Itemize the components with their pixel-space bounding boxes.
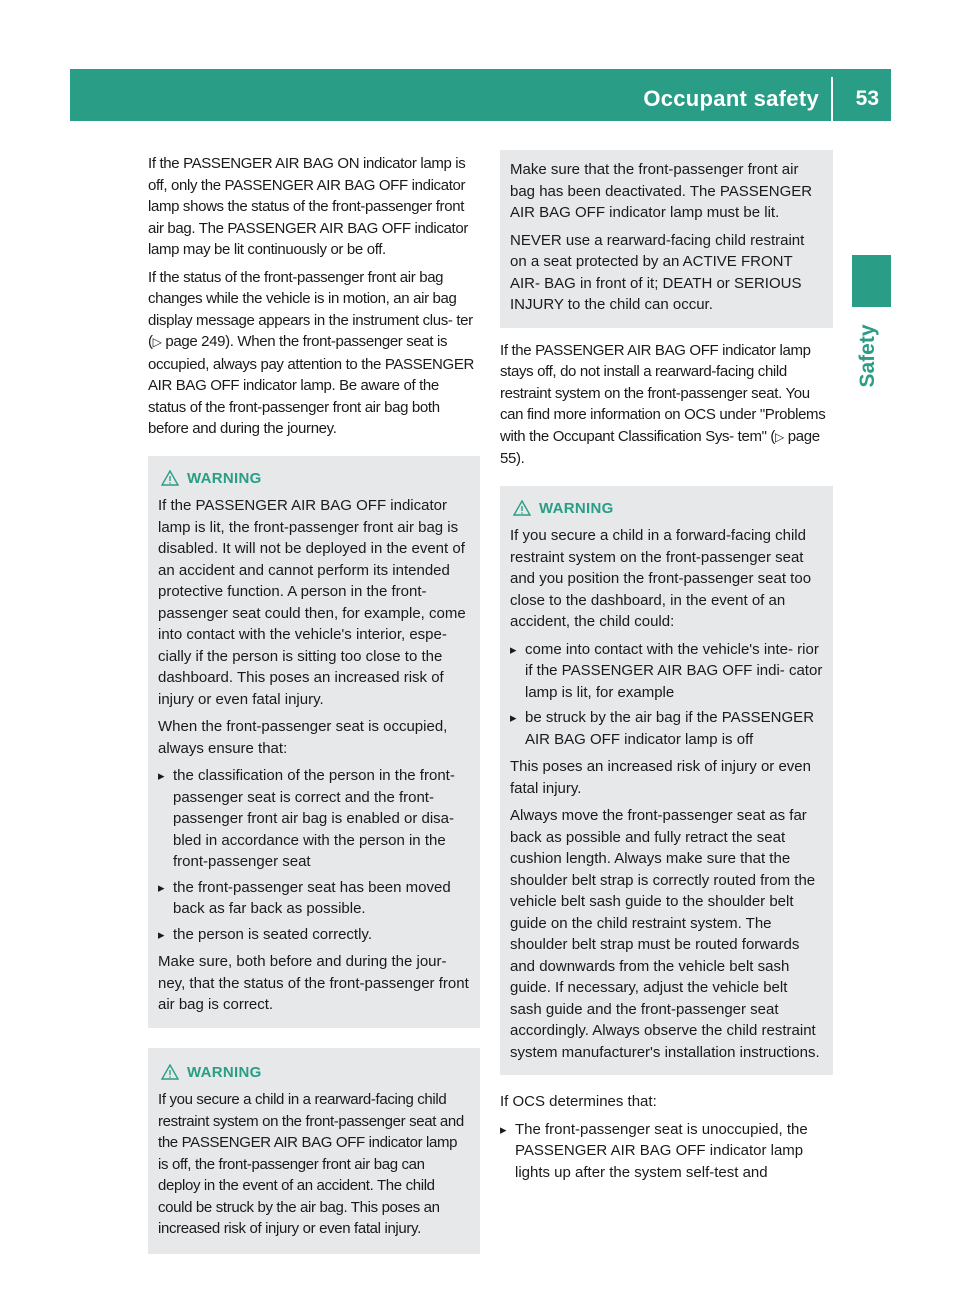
side-tab-marker — [852, 255, 891, 307]
page-number: 53 — [855, 87, 879, 110]
warning-text: If the PASSENGER AIR BAG OFF indicator lamp is lit, the front-passenger front air bag is disabled. It will not be deployed in the event of an accident and cannot perform its intended protective function. A person in the front- passenger seat could then, for example, come into contact with the vehicle's interior, espe- cially if the person is sitting too close to the dashboard. This poses an increased risk of injury or even fatal injury. — [158, 497, 466, 708]
note-text: NEVER use a rearward-facing child restraint on a seat protected by an ACTIVE FRONT AIR- BAG in front of it; DEATH or SERIOUS INJURY to the child can occur. — [510, 231, 805, 313]
paragraph — [148, 267, 480, 440]
warning-triangle-icon — [161, 1064, 179, 1080]
warning-box — [148, 456, 480, 1028]
warning-triangle-icon — [161, 470, 179, 486]
note-text: Make sure that the front-passenger front air bag has been deactivated. The PASSENGER AIR BAG OFF indicator lamp must be lit. — [510, 161, 813, 221]
left-column — [148, 153, 480, 1254]
warning-text: Always move the front-passenger seat as far back as possible and fully retract the seat cushion length. Always make sure that the shoulder belt strap is correctly routed from the vehicle belt sash guide to the shoulder belt guide on the child restraint system. The shoulder belt strap must be routed forwards and downwards from the vehicle belt sash guide. If necessary, adjust the vehicle belt sash guide and the front-passenger seat accordingly. Always observe the child restraint system manufacturer's installation instructions. — [510, 807, 820, 1061]
note-box — [500, 150, 833, 328]
warning-label: WARNING — [539, 499, 614, 517]
list-item: ▸ be struck by the air bag if the PASSENGER AIR BAG OFF indicator lamp is off — [510, 707, 823, 750]
side-tab-label — [848, 322, 888, 390]
page-ref-arrow-icon: ▷ — [152, 335, 162, 349]
paragraph-text: If the PASSENGER AIR BAG OFF indicator lamp stays off, do not install a rearward-facing child restraint system on the front-passenger seat. You can find more information on OCS under "Problems with the Occupant Classification Sys- tem" ( — [500, 341, 826, 445]
warning-text: Make sure, both before and during the jour- ney, that the status of the front-passenger front air bag is correct. — [158, 953, 469, 1013]
warning-text: If you secure a child in a rearward-facing child restraint system on the front-passenger seat and the PASSENGER AIR BAG OFF indicator lamp is off, the front-passenger front air bag can deploy in the event of an accident. The child could be struck by the air bag. This poses an increased risk of injury or even fatal injury. — [158, 1091, 464, 1237]
paragraph-text: ). — [516, 450, 525, 467]
warning-box — [500, 486, 833, 1076]
side-tab-text: Safety — [856, 324, 879, 388]
warning-heading — [158, 1062, 470, 1084]
warning-text: When the front-passenger seat is occupied, always ensure that: — [158, 718, 448, 757]
warning-triangle-icon — [513, 500, 531, 516]
header-divider — [831, 77, 833, 121]
list-item: ▸ come into contact with the vehicle's inte- rior if the PASSENGER AIR BAG OFF indi- cator lamp is lit, for example — [510, 639, 823, 704]
warning-heading — [510, 498, 823, 520]
list-item: ▸ the classification of the person in the front- passenger seat is correct and the front- passenger front air bag is enabled or disa- bled in accordance with the person in the front-passenger seat — [158, 765, 470, 873]
list-item: ▸ the person is seated correctly. — [158, 924, 470, 946]
warning-box — [148, 1048, 480, 1254]
warning-label: WARNING — [187, 1063, 262, 1081]
page-reference-link[interactable]: page 249 — [165, 333, 226, 350]
warning-heading — [158, 468, 470, 490]
paragraph-text: If the status of the front-passenger front air bag changes while the vehicle is in motion, an air bag display message appears in the instrument clus- ter ( — [148, 268, 473, 350]
warning-text: If you secure a child in a forward-facing child restraint system on the front-passenger seat and you position the front-passenger seat too close to the dashboard, in the event of an accident, the child could: — [510, 527, 812, 630]
paragraph — [500, 340, 833, 470]
header-bar — [70, 69, 891, 121]
bullet-list — [500, 1119, 833, 1184]
warning-text: This poses an increased risk of injury or even fatal injury. — [510, 758, 811, 797]
list-item: ▸ the front-passenger seat has been moved back as far back as possible. — [158, 877, 470, 920]
warning-label: WARNING — [187, 469, 262, 487]
bullet-list — [510, 639, 823, 751]
page-reference-link[interactable]: page 55 — [500, 427, 820, 467]
right-column — [500, 150, 833, 1189]
paragraph: If the PASSENGER AIR BAG ON indicator lamp is off, only the PASSENGER AIR BAG OFF indicator lamp shows the status of the front-passenger front air bag. The PASSENGER AIR BAG OFF indicator lamp may be lit continuously or be off. — [148, 155, 469, 258]
section-title: Occupant safety — [643, 86, 819, 111]
paragraph-text: ). When the front-passenger seat is occupied, always pay attention to the PASSENGER AIR BAG OFF indicator lamp. Be aware of the status of the front-passenger front air bag both before and during the journey. — [148, 333, 474, 437]
list-item: ▸ The front-passenger seat is unoccupied, the PASSENGER AIR BAG OFF indicator lamp lights up after the system self-test and — [500, 1119, 833, 1184]
page-ref-arrow-icon: ▷ — [775, 429, 784, 444]
bullet-list — [158, 765, 470, 945]
paragraph: If OCS determines that: — [500, 1093, 657, 1110]
